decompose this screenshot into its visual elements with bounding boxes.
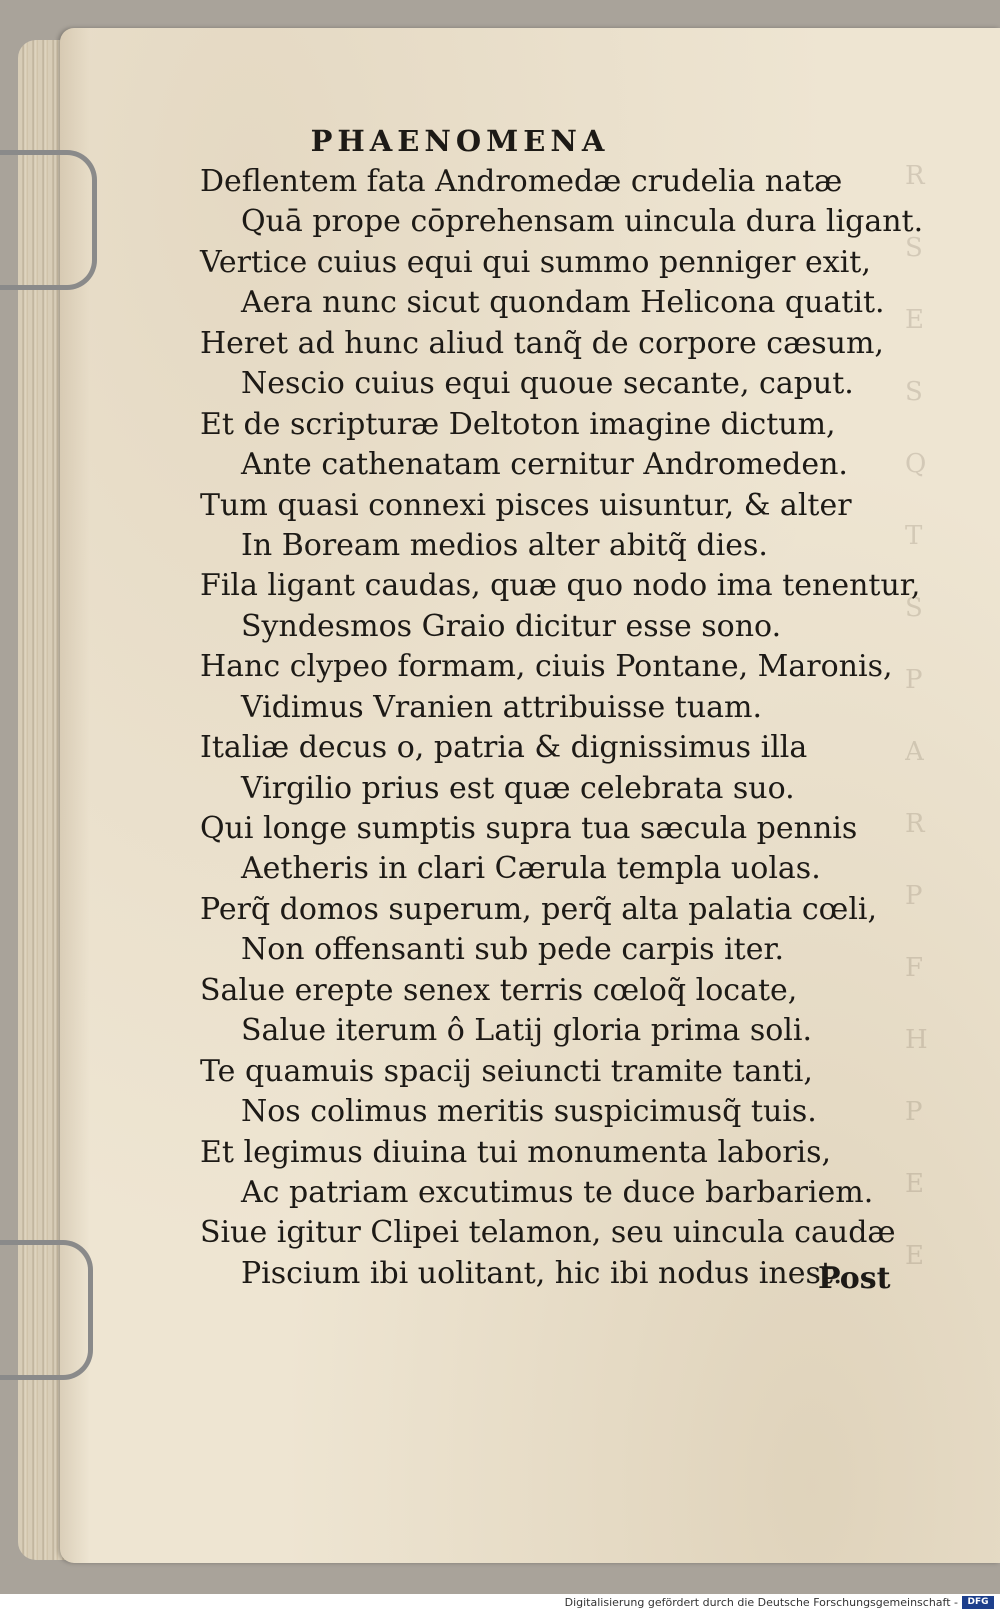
verse-line: Te quamuis spacij seiuncti tramite tanti, <box>200 1053 813 1089</box>
verse-line: Nos colimus meritis suspicimusq̃ tuis. <box>241 1094 817 1130</box>
verse-line: Non offensanti sub pede carpis iter. <box>241 932 785 968</box>
verse-line: Aetheris in clari Cærula templa uolas. <box>241 851 821 887</box>
verse-line: Nescio cuius equi quoue secante, caput. <box>241 366 854 402</box>
page-clip-bottom <box>0 1240 93 1380</box>
verse-line: Perq̃ domos superum, perq̃ alta palatia cœli, <box>200 891 878 927</box>
verse-line: Virgilio prius est quæ celebrata suo. <box>241 770 795 806</box>
verse-line: Piscium ibi uolitant, hic ibi nodus inest. <box>241 1255 843 1291</box>
bleed-through: R S E S Q T S P A R P F H P E E <box>905 161 928 1271</box>
funding-credit: Digitalisierung gefördert durch die Deutsche Forschungsgemeinschaft - <box>564 1596 958 1609</box>
verse-line: Et legimus diuina tui monumenta laboris, <box>200 1134 832 1170</box>
verse-line: Vidimus Vranien attribuisse tuam. <box>241 689 763 725</box>
verse-block <box>200 162 924 1294</box>
verse-line: Syndesmos Graio dicitur esse sono. <box>241 608 782 644</box>
verse-line: Siue igitur Clipei telamon, seu uincula caudæ <box>200 1215 896 1251</box>
verse-line: Italiæ decus o, patria & dignissimus illa <box>200 730 808 766</box>
verse-line: Hanc clypeo formam, ciuis Pontane, Maronis, <box>200 649 893 685</box>
verse-line: Qui longe sumptis supra tua sæcula pennis <box>200 811 858 846</box>
verse-line: Ac patriam excutimus te duce barbariem. <box>241 1174 874 1210</box>
verse-line: In Boream medios alter abitq̃ dies. <box>241 527 768 563</box>
catchword: Post <box>818 1261 891 1296</box>
running-head: PHAENOMENA <box>310 124 610 158</box>
page-clip-top <box>0 150 97 290</box>
verse-line: Ante cathenatam cernitur Andromeden. <box>241 447 848 483</box>
verse-line: Salue iterum ô Latij gloria prima soli. <box>241 1013 812 1049</box>
verse-line: Deflentem fata Andromedæ crudelia natæ <box>200 164 843 199</box>
verse-line: Heret ad hunc aliud tanq̃ de corpore cæsum, <box>200 325 884 361</box>
verse-line: Fila ligant caudas, quæ quo nodo ima tenentur, <box>200 568 921 604</box>
verse-line: Salue erepte senex terris cœloq̃ locate, <box>200 972 798 1008</box>
verse-line: Vertice cuius equi qui summo penniger exit, <box>200 244 871 280</box>
footer-bar <box>0 1594 1000 1612</box>
verse-line: Aera nunc sicut quondam Helicona quatit. <box>241 285 885 321</box>
verse-line: Et de scripturæ Deltoton imagine dictum, <box>200 406 836 442</box>
verse-line: Tum quasi connexi pisces uisuntur, & alter <box>200 487 852 523</box>
verse-line: Quā prope cōprehensam uincula dura ligant. <box>241 204 924 240</box>
dfg-logo: DFG <box>962 1596 994 1609</box>
